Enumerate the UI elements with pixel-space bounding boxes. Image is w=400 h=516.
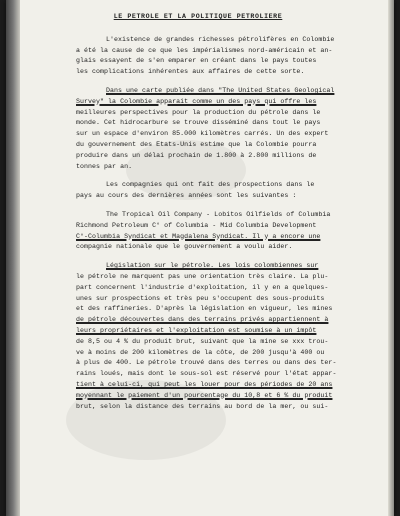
text-line: part concernent l'industrie d'exploitation, il y en a quelques- [76,283,329,291]
text-line: à plus de 400. Le pétrole trouvé dans des terres ou dans des ter- [76,359,337,367]
text-line: Les compagnies qui ont fait des prospections dans le [106,181,315,189]
text-line: et des raffineries. D'après la législation en vigueur, les mines [76,305,333,313]
text-line: rains loués, mais dont le sous-sol est réservé pour l'état appar- [76,370,337,378]
text-line: moyennant le paiement d'un pourcentage du 10,8 et 6 % du produit [76,391,333,399]
text-line: a été la cause de ce que les impérialismes nord-américain et an- [76,46,333,54]
document-title: LE PETROLE ET LA POLITIQUE PETROLIERE [113,13,283,20]
text-line: C°-Columbia Syndicat et Magdalena Syndicat. Il y a encore une [76,232,321,240]
paragraph-companies-list [46,210,390,253]
text-line: The Tropical Oil Company - Lobitos Oilfields of Columbia [106,210,331,218]
text-line: leurs propriétaires et l'exploitation est soumise à un impôt [76,326,317,334]
text-line: produire dans un délai prochain de 1.800 à 2.800 millions de [76,151,317,159]
paragraph-intro [46,35,390,78]
text-line: Survey" la Colombie apparait comme un des pays qui offre les [76,97,317,105]
text-line: sur un espace d'environ 85.000 kilomètres carrés. Un des expert [76,130,329,138]
text-line: tonnes par an. [76,162,133,170]
text-line: Richmond Petroleum C° of Columbia - Mid Columbia Development [76,221,317,229]
text-line: de 8,5 ou 4 % du produit brut, suivant que la mine se xxx trou- [76,337,329,345]
text-line: unes sur prospections et très peu s'occupent des sous-produits [76,294,325,302]
text-line: le pétrole ne marquent pas une orientation très claire. La plu- [76,272,329,280]
text-line: les complications inhérentes aux affaires de cette sorte. [76,68,305,76]
text-line: monde. Cet hidrocarbure se trouve disséminé dans tout le pays [76,119,321,127]
text-line: de pétrole découvertes dans des terrains privés appartiennent à [76,316,329,324]
text-line: ve à moins de 200 kilomètres de la côte, de 200 jusqu'à 400 ou [76,348,325,356]
scanned-page [6,0,394,516]
paragraph-companies-intro [46,180,390,202]
text-line: glais essayent de s'en emparer en créant dans le pays toutes [76,57,317,65]
text-line: compagnie nationale que le gouvernement a voulu aider. [76,243,293,251]
text-line: tient à celui-ci, qui peut les louer pour des périodes de 20 ans [76,380,333,388]
section-heading-line: Législation sur le pétrole. Les lois colombiennes sur [106,262,319,270]
text-line: pays au cours des dernières années sont les suivantes : [76,192,297,200]
text-line: meilleures perspectives pour la production du pétrole dans le [76,108,321,116]
text-line: Dans une carte publiée dans "The United States Geological [106,86,335,94]
paragraph-legislation [46,261,390,412]
text-line: du gouvernement des Etats-Unis estime que la Colombie pourra [76,140,317,148]
text-line: brut, selon la distance des terrains au bord de la mer, ou sui- [76,402,329,410]
text-line: L'existence de grandes richesses pétrolifères en Colombie [106,35,335,43]
paragraph-geological-survey [46,86,390,172]
page-edge-shadow-left [6,0,20,516]
typewritten-text [46,12,390,420]
